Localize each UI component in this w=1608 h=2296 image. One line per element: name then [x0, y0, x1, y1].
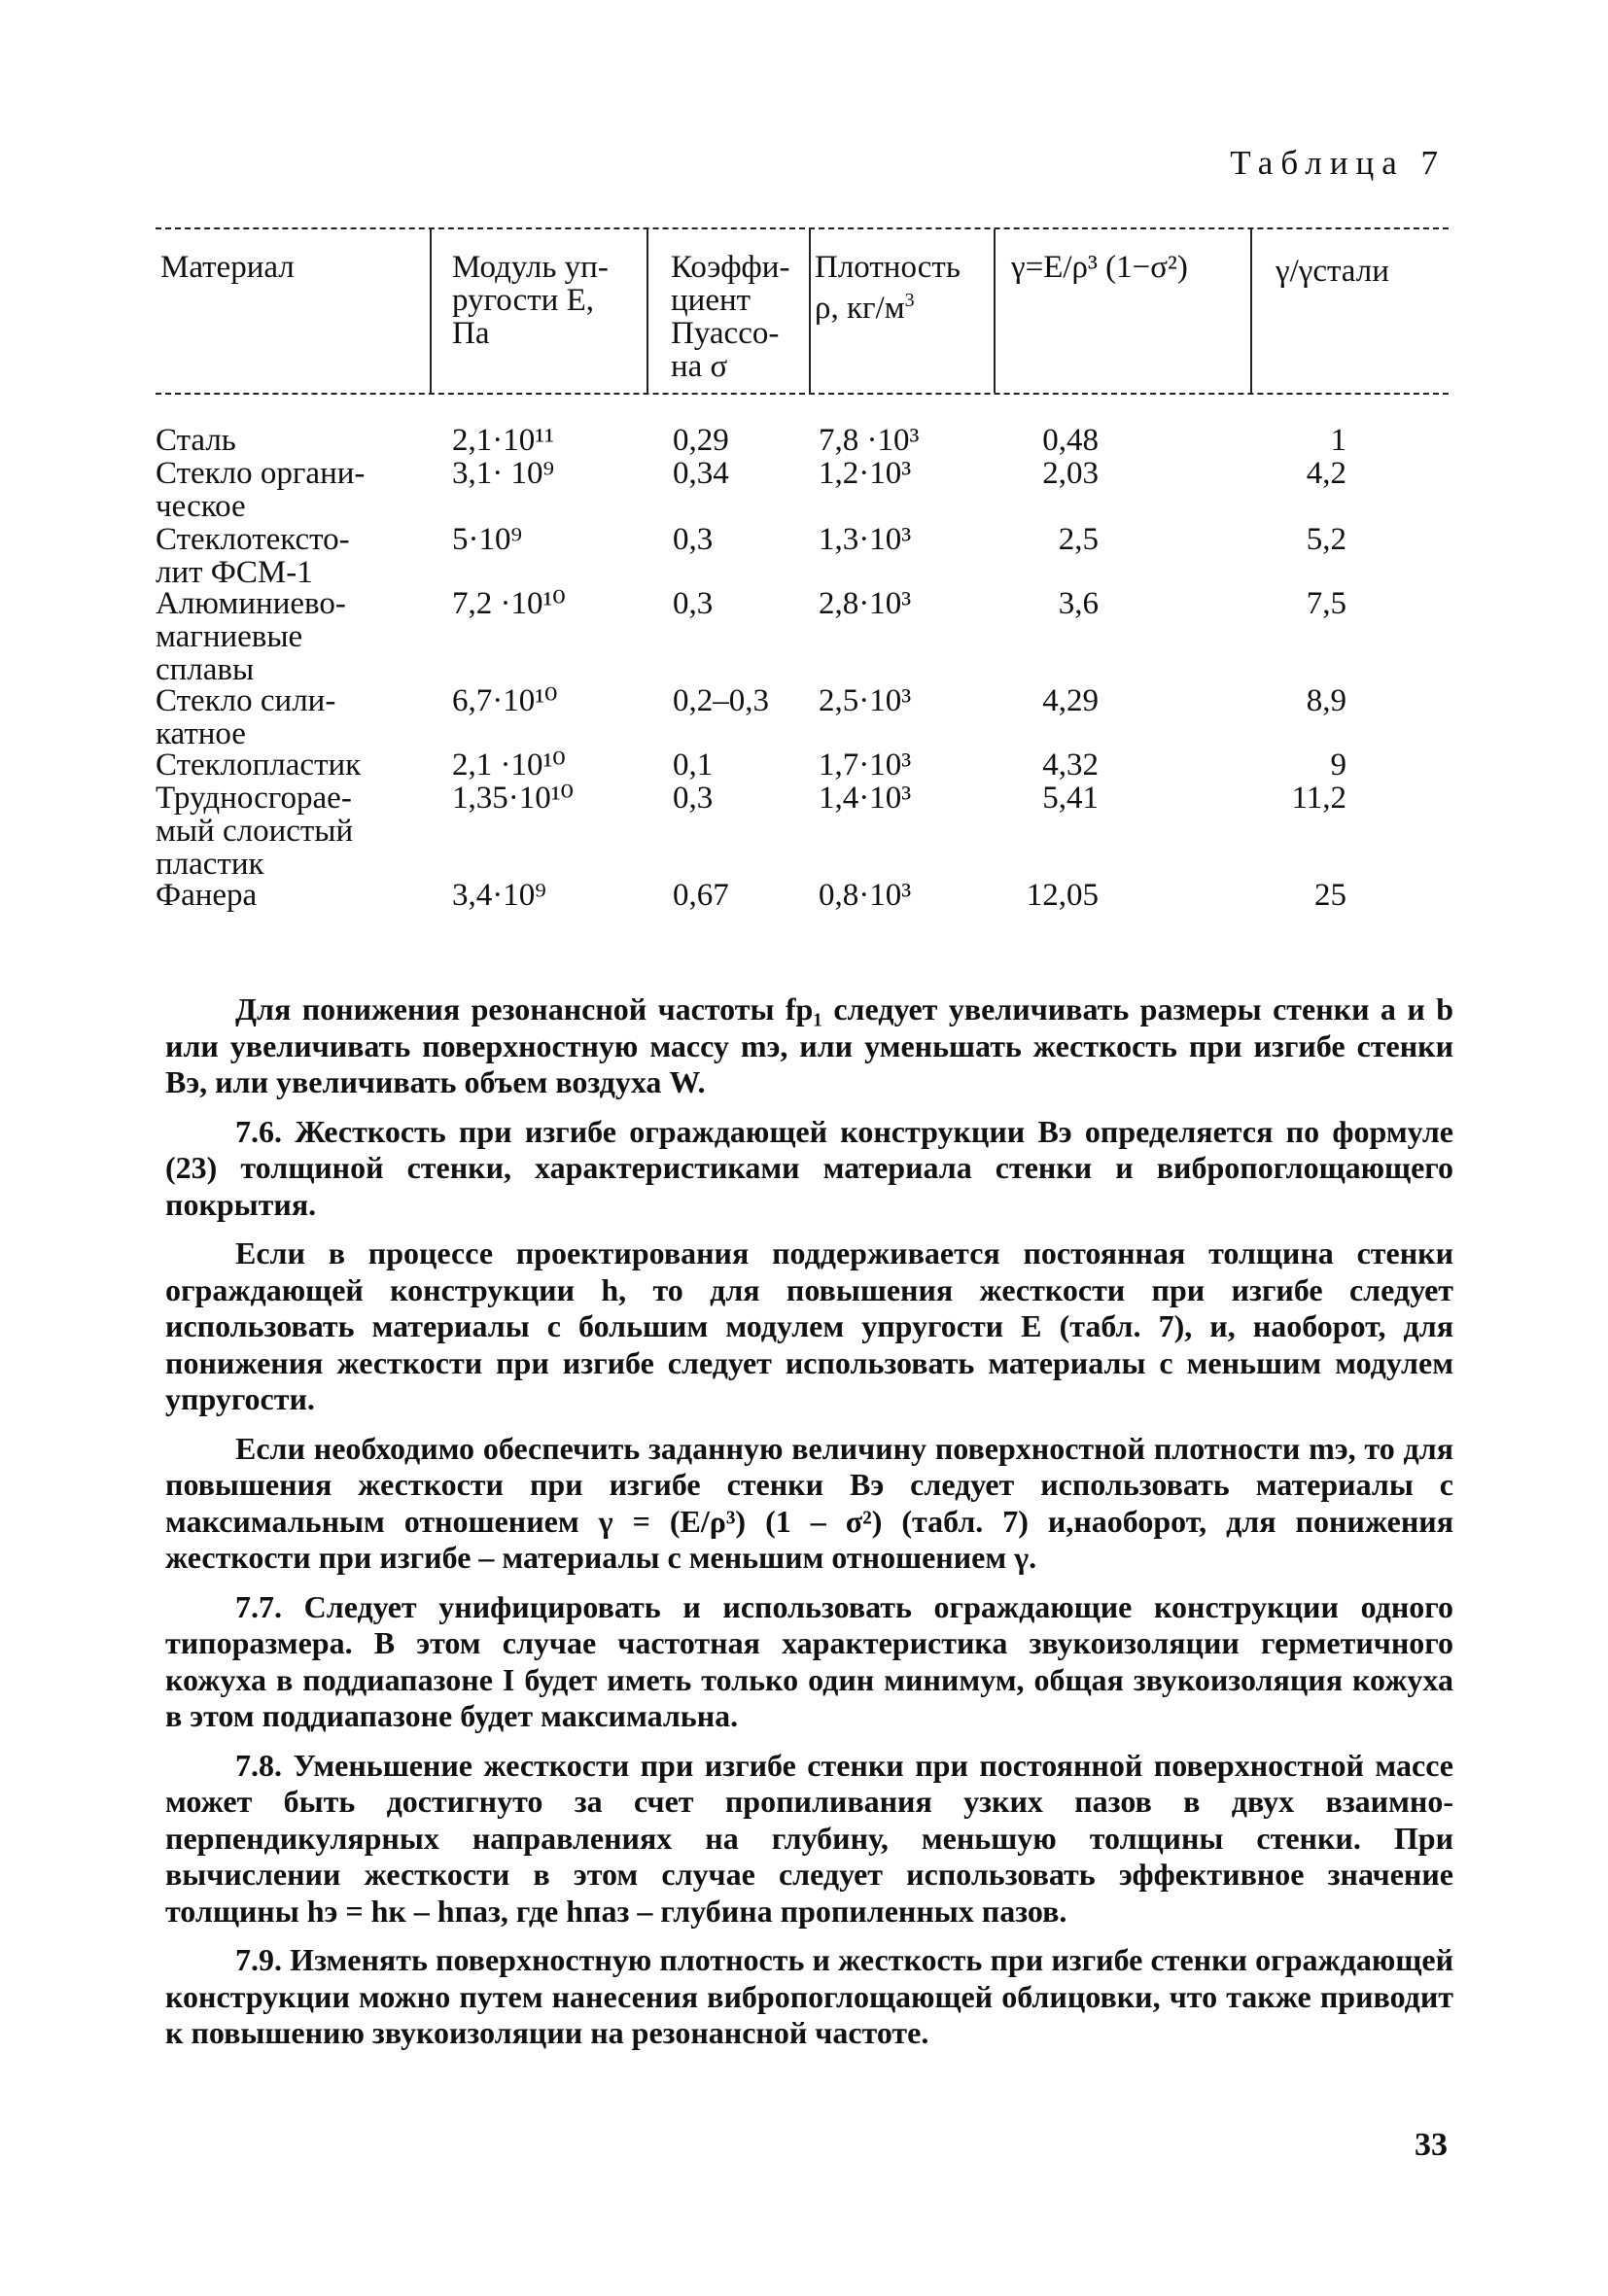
paragraph: Если в процессе проектирования поддерживается постоянная толщина стенки ограждающей конструкции h, то для повышения жесткости при изгибе следует использовать материалы с большим модулем упругости E (табл. 7), и, наоборот, для понижения жесткости при изгибе следует использовать материалы с меньшим модулем упругости. — [165, 1235, 1453, 1416]
table-header-rule — [156, 393, 1449, 395]
cell-poisson: 0,3 — [673, 781, 714, 816]
cell-material: Трудносгорае- мый слоистый пластик — [156, 781, 354, 882]
cell-modulus: 1,35·10¹⁰ — [452, 781, 574, 816]
cell-ratio: 9 — [1330, 748, 1346, 783]
cell-gamma: 2,03 — [1042, 456, 1099, 491]
cell-poisson: 0,3 — [673, 586, 714, 621]
cell-poisson: 0,67 — [673, 878, 729, 913]
header-material: Материал — [160, 250, 295, 285]
cell-ratio: 8,9 — [1306, 683, 1346, 718]
cell-modulus: 2,1·10¹¹ — [452, 423, 555, 458]
cell-gamma: 12,05 — [1026, 878, 1099, 913]
cell-material: Стекло органи- ческое — [156, 456, 366, 524]
cell-gamma: 0,48 — [1042, 423, 1099, 458]
cell-modulus: 7,2 ·10¹⁰ — [452, 586, 566, 621]
paragraph-7-8: 7.8. Уменьшение жесткости при изгибе стенки при постоянной поверхностной массе может быть достигнуто за счет пропиливания узких пазов в двух взаимно-перпендикулярных направлениях на глубину, меньшую толщины стенки. При вычислении жесткости в этом случае следует использовать эффективное значение толщины hэ = hк – hпаз, где hпаз – глубина пропиленных пазов. — [165, 1747, 1453, 1929]
cell-density: 1,2·10³ — [819, 456, 912, 491]
cell-poisson: 0,2–0,3 — [673, 683, 769, 718]
paragraph: Если необходимо обеспечить заданную величину поверхностной плотности mэ, то для повышения жесткости при изгибе стенки Bэ следует использовать материалы с максимальным отношением γ = (E/ρ³) (1 – σ²) (табл. 7) и,наоборот, для понижения жесткости при изгибе – материалы с меньшим отношением γ. — [165, 1430, 1453, 1575]
cell-modulus: 5·10⁹ — [452, 522, 522, 557]
paragraph-7-6: 7.6. Жесткость при изгибе ограждающей конструкции Bэ определяется по формуле (23) толщиной стенки, характеристиками материала стенки и вибропоглощающего покрытия. — [165, 1113, 1453, 1222]
header-ratio: γ/γстали — [1276, 254, 1389, 289]
table-caption: Таблица 7 — [1230, 144, 1446, 182]
paragraph-7-9: 7.9. Изменять поверхностную плотность и жесткость при изгибе стенки ограждающей конструкции можно путем нанесения вибропоглощающей облицовки, что также приводит к повышению звукоизоляции на резонансной частоте. — [165, 1942, 1453, 2050]
paragraph: Для понижения резонансной частоты fp₁ следует увеличивать размеры стенки a и b или увеличивать поверхностную массу mэ, или уменьшать жесткость при изгибе стенки Bэ, или увеличивать объем воздуха W. — [165, 991, 1453, 1099]
cell-gamma: 3,6 — [1058, 586, 1099, 621]
cell-density: 1,3·10³ — [819, 522, 912, 557]
cell-poisson: 0,34 — [673, 456, 729, 491]
cell-material: Стеклопластик — [156, 748, 362, 783]
cell-material: Стекло сили- катное — [156, 683, 336, 751]
cell-ratio: 4,2 — [1306, 456, 1346, 491]
cell-density: 2,5·10³ — [819, 683, 912, 718]
cell-gamma: 4,29 — [1042, 683, 1099, 718]
header-gamma: γ=E/ρ³ (1−σ²) — [1011, 250, 1188, 285]
cell-density: 1,4·10³ — [819, 781, 912, 816]
header-density: Плотность ρ, $кг/м^3$ — [815, 250, 961, 326]
column-divider — [994, 229, 996, 393]
column-divider — [647, 229, 648, 393]
page-number: 33 — [1415, 2127, 1448, 2163]
cell-ratio: 25 — [1314, 878, 1346, 913]
cell-material: Стеклотексто- лит ФСМ-1 — [156, 522, 350, 590]
column-divider — [430, 229, 432, 393]
cell-modulus: 3,4·10⁹ — [452, 878, 546, 913]
cell-modulus: 6,7·10¹⁰ — [452, 683, 558, 718]
table-top-rule — [156, 227, 1449, 229]
cell-material: Сталь — [156, 423, 236, 458]
header-modulus: Модуль уп- ругости Е, Па — [452, 250, 609, 351]
cell-poisson: 0,3 — [673, 522, 714, 557]
cell-density: 7,8 ·10³ — [819, 423, 920, 458]
cell-gamma: 2,5 — [1058, 522, 1099, 557]
cell-material: Фанера — [156, 878, 258, 913]
cell-gamma: 5,41 — [1042, 781, 1099, 816]
paragraph-7-7: 7.7. Следует унифицировать и использовать ограждающие конструкции одного типоразмера. В этом случае частотная характеристика звукоизоляции герметичного кожуха в поддиапазоне I будет иметь только один минимум, общая звукоизоляция кожуха в этом поддиапазоне будет максимальна. — [165, 1588, 1453, 1733]
cell-density: 2,8·10³ — [819, 586, 912, 621]
cell-modulus: 2,1 ·10¹⁰ — [452, 748, 566, 783]
cell-poisson: 0,29 — [673, 423, 729, 458]
cell-poisson: 0,1 — [673, 748, 714, 783]
column-divider — [809, 229, 811, 393]
cell-ratio: 7,5 — [1306, 586, 1346, 621]
cell-ratio: 11,2 — [1291, 781, 1346, 816]
column-divider — [1250, 229, 1252, 393]
cell-material: Алюминиево- магниевые сплавы — [156, 586, 346, 687]
cell-density: 1,7·10³ — [819, 748, 912, 783]
cell-ratio: 1 — [1330, 423, 1346, 458]
header-poisson: Коэффи- циент Пуассо- на σ — [671, 250, 790, 384]
cell-ratio: 5,2 — [1306, 522, 1346, 557]
cell-gamma: 4,32 — [1042, 748, 1099, 783]
body-text — [165, 991, 1453, 2065]
cell-modulus: 3,1· 10⁹ — [452, 456, 554, 491]
cell-density: 0,8·10³ — [819, 878, 912, 913]
